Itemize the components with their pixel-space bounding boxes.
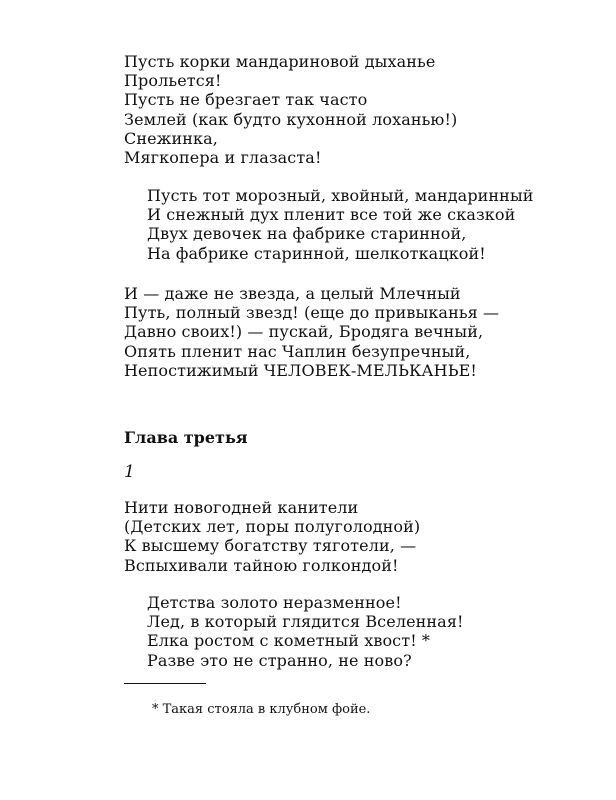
verse-line: Давно своих!) — пускай, Бродяга вечный, <box>124 322 484 342</box>
verse-line: Путь, полный звезд! (еще до привыканья — <box>124 303 500 323</box>
verse-line: Пусть не брезгает так часто <box>124 90 368 110</box>
footnote: * Такая стояла в клубном фойе. <box>152 702 371 717</box>
verse-line: Вспыхивали тайною голкондой! <box>124 555 399 575</box>
verse-line: Опять пленит нас Чаплин безупречный, <box>124 341 471 361</box>
verse-line: (Детских лет, поры полуголодной) <box>124 517 421 537</box>
verse-line: Мягкопера и глазаста! <box>124 148 322 168</box>
section-number: 1 <box>124 462 135 482</box>
chapter-title: Глава третья <box>124 428 248 447</box>
verse-line: Пусть корки мандариновой дыханье <box>124 52 436 71</box>
verse-line: Землей (как будто кухонной лоханью!) <box>124 109 458 129</box>
poem-stanza-3 <box>124 284 499 380</box>
verse-line: Снежинка, <box>124 128 218 148</box>
poem-stanza-5 <box>147 593 464 670</box>
poem-stanza-4 <box>124 498 420 575</box>
verse-line: К высшему богатству тяготели, — <box>124 536 417 556</box>
footnote-divider <box>124 683 206 684</box>
verse-line: Детства золото неразменное! <box>147 593 402 612</box>
verse-line: И — даже не звезда, а целый Млечный <box>124 284 461 303</box>
verse-line: Елка ростом с кометный хвост! * <box>147 631 431 651</box>
verse-line: Прольется! <box>124 71 222 91</box>
verse-line: И снежный дух пленит все той же сказкой <box>147 205 516 225</box>
verse-line: Лед, в который глядится Вселенная! <box>147 612 464 632</box>
verse-line: На фабрике старинной, шелкоткацкой! <box>147 243 486 263</box>
poem-stanza-2 <box>147 186 534 263</box>
verse-line: Разве это не странно, не ново? <box>147 650 412 670</box>
verse-line: Нити новогодней канители <box>124 498 359 517</box>
poem-stanza-1 <box>124 52 457 167</box>
verse-line: Двух девочек на фабрике старинной, <box>147 224 467 244</box>
verse-line: Непостижимый ЧЕЛОВЕК-МЕЛЬКАНЬЕ! <box>124 360 477 380</box>
verse-line: Пусть тот морозный, хвойный, мандаринный <box>147 186 534 205</box>
